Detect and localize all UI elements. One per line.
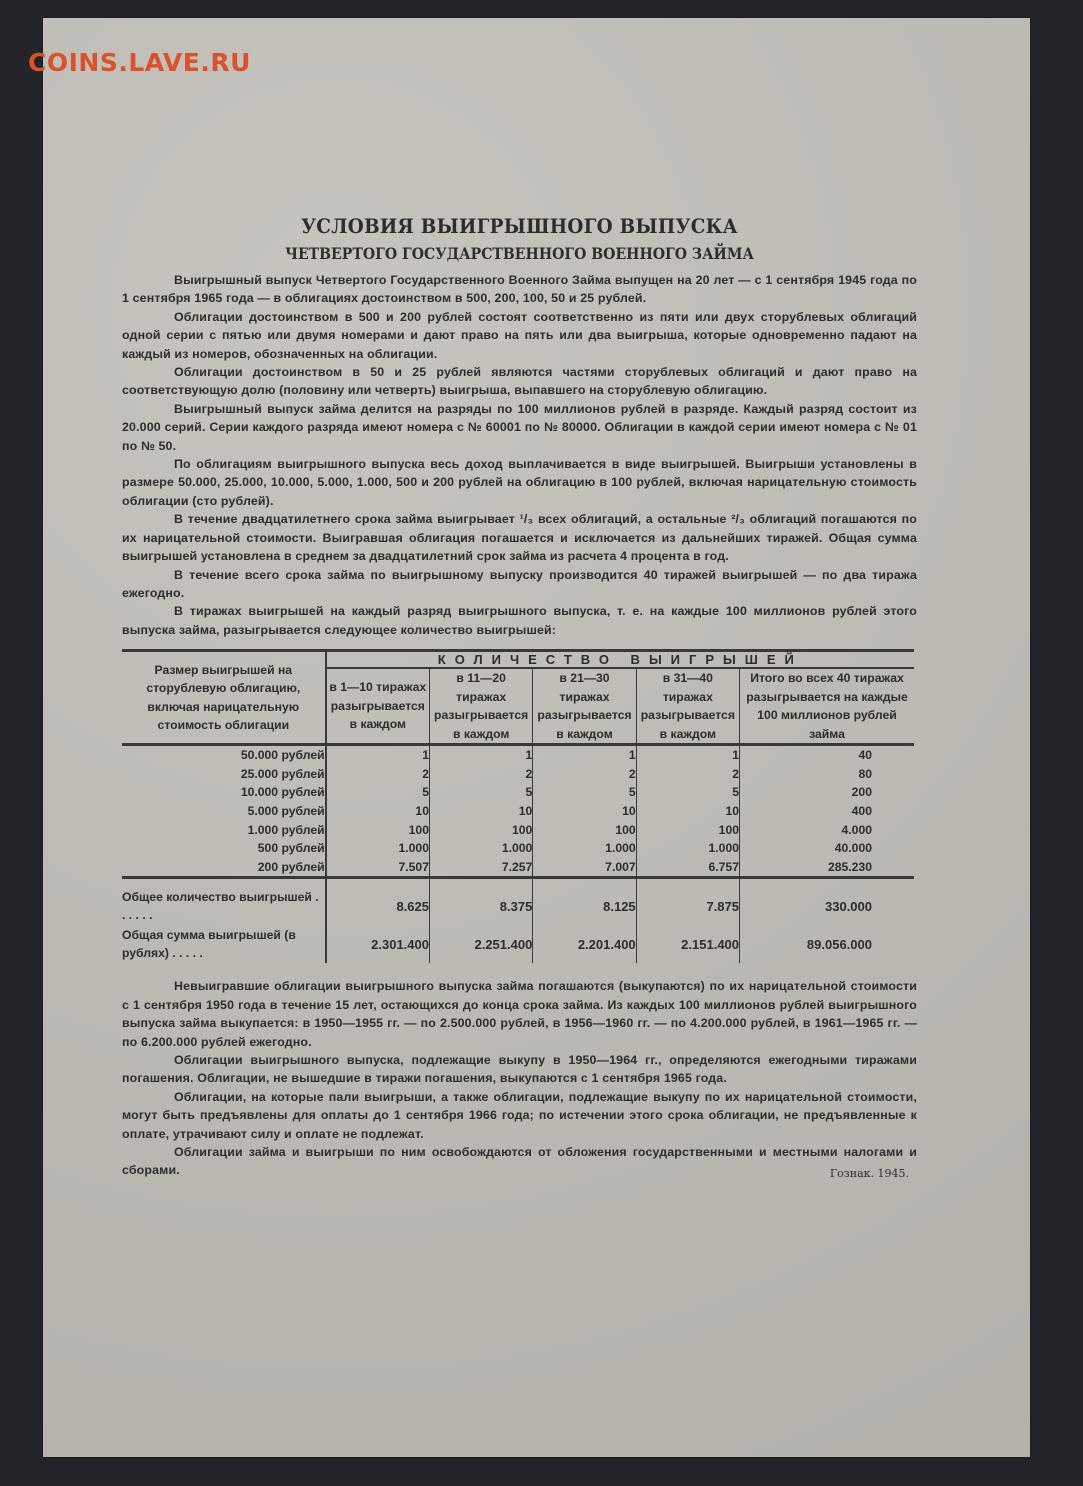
total-rows (122, 878, 914, 964)
paragraph: В течение двадцатилетнего срока займа выигрывает ¹/₃ всех облигаций, а остальные ²/₃ облигаций погашаются по их нарицательной стоимости. Выигравшая облигация погашается и исключается из дальнейших тиражей. Общая сумма выигрышей установлена в среднем за двадцатилетний срок займа из расчета 4 процента в год. (122, 512, 917, 564)
prize-amount-cell: 200 рублей (122, 858, 326, 878)
draw-count-cell: 6.757 (636, 858, 739, 878)
totals-value-cell: 89.056.000 (806, 936, 872, 952)
total-count-cell: 4.000 (841, 822, 872, 837)
draw-count-cell: 5 (636, 783, 739, 802)
paragraph: По облигациям выигрышного выпуска весь доход выплачивается в виде выигрышей. Выигрыши установлены в размере 50.000, 25.000, 10.000, 5.000, 1.000, 500 и 200 рублей на облигацию в 100 рублей, включая нарицательную стоимость облигации (сто рублей). (122, 457, 917, 508)
total-count-cell: 285.230 (740, 858, 914, 878)
paragraph: Невыигравшие облигации выигрышного выпуска займа погашаются (выкупаются) по их нарицательной стоимости с 1 сентября 1950 года в течение 15 лет, остающихся до конца срока займа. Из каждых 100 миллионов рублей выигрышного выпуска займа выкупается: в 1950—1955 гг. — по 2.500.000 рублей, в 1956—1960 гг. — по 4.200.000 рублей, в 1961—1965 гг. — по 6.200.000 рублей ежегодно. (122, 979, 917, 1049)
draw-count-cell: 100 (636, 821, 739, 840)
prize-amount-cell: 5.000 рублей (122, 802, 326, 821)
footer-row (122, 1143, 917, 1180)
draw-count-cell: 1.000 (636, 839, 739, 858)
table-row (122, 821, 914, 840)
prize-amount-cell: 500 рублей (122, 839, 326, 858)
total-count-cell: 400 (851, 803, 872, 818)
draw-count-cell: 100 (533, 821, 636, 840)
paragraph: Облигации достоинством в 500 и 200 рублей состоят соответственно из пяти или двух сторублевых облигаций одной серии с пятью или двумя номерами и дают право на пять или два выигрыша, которые одновременно падают на каждый из номеров, обозначенных на облигации. (122, 309, 917, 361)
draw-count-cell: 7.257 (429, 858, 532, 878)
totals-label: Общая сумма выигрышей (в рублях) . . . . . (122, 925, 326, 963)
draw-count-cell: 100 (326, 821, 430, 840)
draw-count-cell: 2 (533, 765, 636, 784)
prize-size-header: Размер выигрышей на сторублевую облигацию, включая нарицательную стоимость облигации (122, 651, 326, 745)
table-row (122, 765, 914, 784)
draw-count-cell: 2 (429, 765, 532, 784)
prize-amount-cell: 1.000 рублей (122, 821, 326, 840)
document-body (122, 214, 917, 1182)
totals-value-cell: 8.625 (326, 878, 430, 926)
totals-value-cell: 2.301.400 (326, 925, 430, 963)
prize-amount-cell: 10.000 рублей (122, 783, 326, 802)
column-header-draws-1-10: в 1—10 тиражах разыгрывается в каждом (326, 668, 430, 745)
totals-value-cell: 8.375 (429, 878, 532, 926)
column-header-total: Итого во всех 40 тиражах разыгрывается на каждые 100 миллионов рублей займа (740, 668, 914, 745)
document-subtitle: ЧЕТВЕРТОГО ГОСУДАРСТВЕННОГО ВОЕННОГО ЗАЙМА (285, 244, 754, 263)
draw-count-cell: 2 (636, 765, 739, 784)
draw-count-cell: 7.007 (533, 858, 636, 878)
totals-label: Общее количество выигрышей . . . . . . (122, 878, 326, 926)
paragraph: Выигрышный выпуск займа делится на разряды по 100 миллионов рублей в разряде. Каждый разряд состоит из 20.000 серий. Серии каждого разряда имеют номера с № 60001 по № 80000. Облигации в каждой серии имеют номера с № 01 по № 50. (122, 401, 917, 453)
draw-count-cell: 1 (533, 745, 636, 765)
draw-count-cell: 10 (326, 802, 430, 821)
watermark-logo: COINS.LAVE.RU (28, 48, 251, 77)
totals-value-cell: 8.125 (533, 878, 636, 926)
prize-amount-cell: 50.000 рублей (122, 745, 326, 765)
draw-count-cell: 10 (636, 802, 739, 821)
totals-value-cell: 7.875 (636, 878, 739, 926)
totals-value-cell: 2.201.400 (533, 925, 636, 963)
draw-count-cell: 1 (636, 745, 739, 765)
prize-table (122, 649, 914, 963)
table-row (122, 802, 914, 821)
paragraph: Выигрышный выпуск Четвертого Государственного Военного Займа выпущен на 20 лет — с 1 сентября 1945 года по 1 сентября 1965 года — в облигациях достоинством в 500, 200, 100, 50 и 25 рублей. (122, 273, 917, 306)
draw-count-cell: 5 (533, 783, 636, 802)
paragraph: Облигации выигрышного выпуска, подлежащие выкупу в 1950—1964 гг., определяются ежегодными тиражами погашения. Облигации, не вышедшие в тиражи погашения, выкупаются с 1 сентября 1965 года. (122, 1052, 917, 1086)
total-count-cell: 80 (858, 766, 872, 781)
paragraph: Облигации, на которые пали выигрыши, а также облигации, подлежащие выкупу по их нарицательной стоимости, могут быть предъявлены для оплаты до 1 сентября 1966 года; по истечении этого срока облигации, не предъявленные к оплате, утрачивают силу и оплате не подлежат. (122, 1089, 917, 1141)
column-header-draws-21-30: в 21—30 тиражах разыгрывается в каждом (533, 668, 636, 745)
column-header-draws-11-20: в 11—20 тиражах разыгрывается в каждом (429, 668, 532, 745)
prize-amount-cell: 25.000 рублей (122, 765, 326, 784)
total-count-cell: 40.000 (834, 841, 872, 856)
totals-value-cell: 2.151.400 (636, 925, 739, 963)
paragraph: Облигации достоинством в 50 и 25 рублей являются частями сторублевых облигаций и дают право на соответствующую долю (половину или четверть) выигрыша, выпавшего на сторублевую облигацию. (122, 365, 917, 398)
table-row (122, 858, 914, 878)
prize-rows (122, 745, 914, 878)
draw-count-cell: 5 (429, 783, 532, 802)
draw-count-cell: 1.000 (326, 839, 430, 858)
printer-imprint: Гознак. 1945. (829, 1166, 909, 1180)
draw-count-cell: 100 (429, 821, 532, 840)
table-row (122, 839, 914, 858)
paragraph: Облигации займа и выигрыши по ним освобождаются от обложения государственными и местными налогами и сборами. (122, 1144, 917, 1178)
draw-count-cell: 7.507 (326, 858, 430, 878)
draw-count-cell: 1 (326, 745, 430, 765)
totals-row (122, 878, 914, 926)
table-header-row (122, 651, 914, 669)
draw-count-cell: 1 (429, 745, 532, 765)
draw-count-cell: 1.000 (429, 839, 532, 858)
column-header-draws-31-40: в 31—40 тиражах разыгрывается в каждом (636, 668, 739, 745)
totals-value-cell: 2.251.400 (429, 925, 532, 963)
paragraph: В течение всего срока займа по выигрышному выпуску производится 40 тиражей выигрышей — по два тиража ежегодно. (122, 567, 917, 600)
draw-count-cell: 10 (429, 802, 532, 821)
draw-count-cell: 2 (326, 765, 430, 784)
table-row (122, 745, 914, 765)
prize-count-group-header: КОЛИЧЕСТВО ВЫИГРЫШЕЙ (326, 651, 914, 669)
document-title: УСЛОВИЯ ВЫИГРЫШНОГО ВЫПУСКА (301, 214, 738, 238)
totals-value-cell: 330.000 (825, 898, 872, 914)
closing-section (122, 977, 917, 1181)
draw-count-cell: 5 (326, 783, 430, 802)
table-row (122, 783, 914, 802)
draw-count-cell: 10 (533, 802, 636, 821)
totals-row (122, 925, 914, 963)
total-count-cell: 200 (851, 785, 872, 800)
draw-count-cell: 1.000 (533, 839, 636, 858)
paragraph: В тиражах выигрышей на каждый разряд выигрышного выпуска, т. е. на каждые 100 миллионов рублей этого выпуска займа, разыгрывается следующее количество выигрышей: (122, 604, 917, 637)
total-count-cell: 40 (858, 748, 872, 763)
